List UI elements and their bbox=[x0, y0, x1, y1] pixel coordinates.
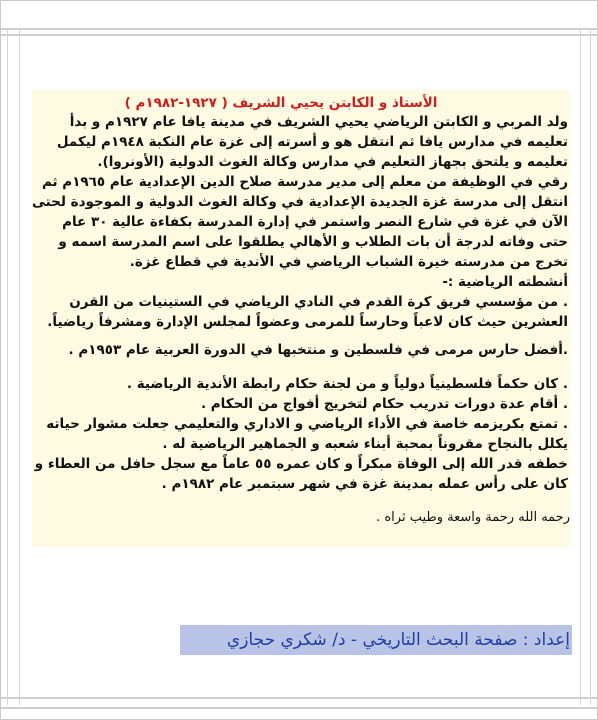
top-border-line bbox=[1, 28, 597, 30]
article-title: الأستاذ و الكابتن يحيي الشريف ( ١٩٢٧-١٩٨٢م ) bbox=[124, 95, 438, 111]
activity-item: . من مؤسسي فريق كرة القدم في النادي الرياضي في الستينيات من القرن العشرين حيث كان لاعباً وحارساً للمرمى وعضواً لمجلس الإدارة ومشرفاً رياضياً. bbox=[47, 294, 568, 330]
side-border-line bbox=[19, 28, 20, 705]
credit-banner: إعداد : صفحة البحث التاريخي - د/ شكري حجازي bbox=[180, 625, 572, 655]
activity-item: . تمتع بكريزمه خاصة في الأداء الرياضي و الاداري والتعليمي جعلت مشوار حياته يكلل بالنجاح مقروناً بمحبة أبناء شعبه و الجماهير الرياضية له . bbox=[46, 416, 568, 452]
bottom-border-line bbox=[1, 697, 597, 699]
activities-heading: أنشطته الرياضية :- bbox=[442, 274, 568, 290]
paragraph-death: خطفه قدر الله إلى الوفاة مبكراً و كان عمره ٥٥ عاماً مع سجل حافل من العطاء و كان على رأس عمله بمدينة غزة في شهر سبتمبر عام ١٩٨٢م . bbox=[34, 456, 568, 492]
paragraph-birth: ولد المربي و الكابتن الرياضي يحيي الشريف في مدينة يافا عام ١٩٢٧م و بدأ تعليمه في مدارس يافا ثم انتقل هو و أسرته إلى غزة عام النكبة ١٩٤٨م ليكمل تعليمه و يلتحق بجهاز التعليم في مدارس وكالة الغوث الدولية (الأونروا). bbox=[56, 114, 568, 170]
activity-item: .أفضل حارس مرمى في فلسطين و منتخبها في الدورة العربية عام ١٩٥٣م . bbox=[68, 342, 568, 358]
bottom-border-line bbox=[1, 707, 597, 709]
side-border-line bbox=[7, 28, 8, 705]
top-border-line bbox=[1, 34, 597, 36]
side-border-line bbox=[580, 28, 581, 705]
side-border-line bbox=[590, 28, 591, 705]
closing-prayer: رحمه الله رحمة واسعة وطيب ثراه . bbox=[376, 510, 570, 525]
paragraph-career: رقي في الوظيفة من معلم إلى مدير مدرسة صلاح الدين الإعدادية عام ١٩٦٥م ثم انتقل إلى مدرسة غزة الجديدة الإعدادية في وكالة الغوث الدولية و الموجودة لحتى الآن في غزة في شارع النصر واستمر في إدارة المدرسة بكفاءة عالية ٣٠ عام حتى وفاته لدرجة أن بات الطلاب و الأهالي يطلقوا على اسم المدرسة اسمه و تخرج من مدرسته خيرة الشباب الرياضي في الأندية في قطاع غزة. bbox=[31, 174, 568, 270]
activity-item: . أقام عدة دورات تدريب حكام لتخريج أفواج من الحكام . bbox=[200, 396, 568, 412]
article-body bbox=[32, 90, 570, 547]
activity-item: . كان حكماً فلسطينياً دولياً و من لجنة حكام رابطة الأندية الرياضية . bbox=[126, 376, 568, 392]
